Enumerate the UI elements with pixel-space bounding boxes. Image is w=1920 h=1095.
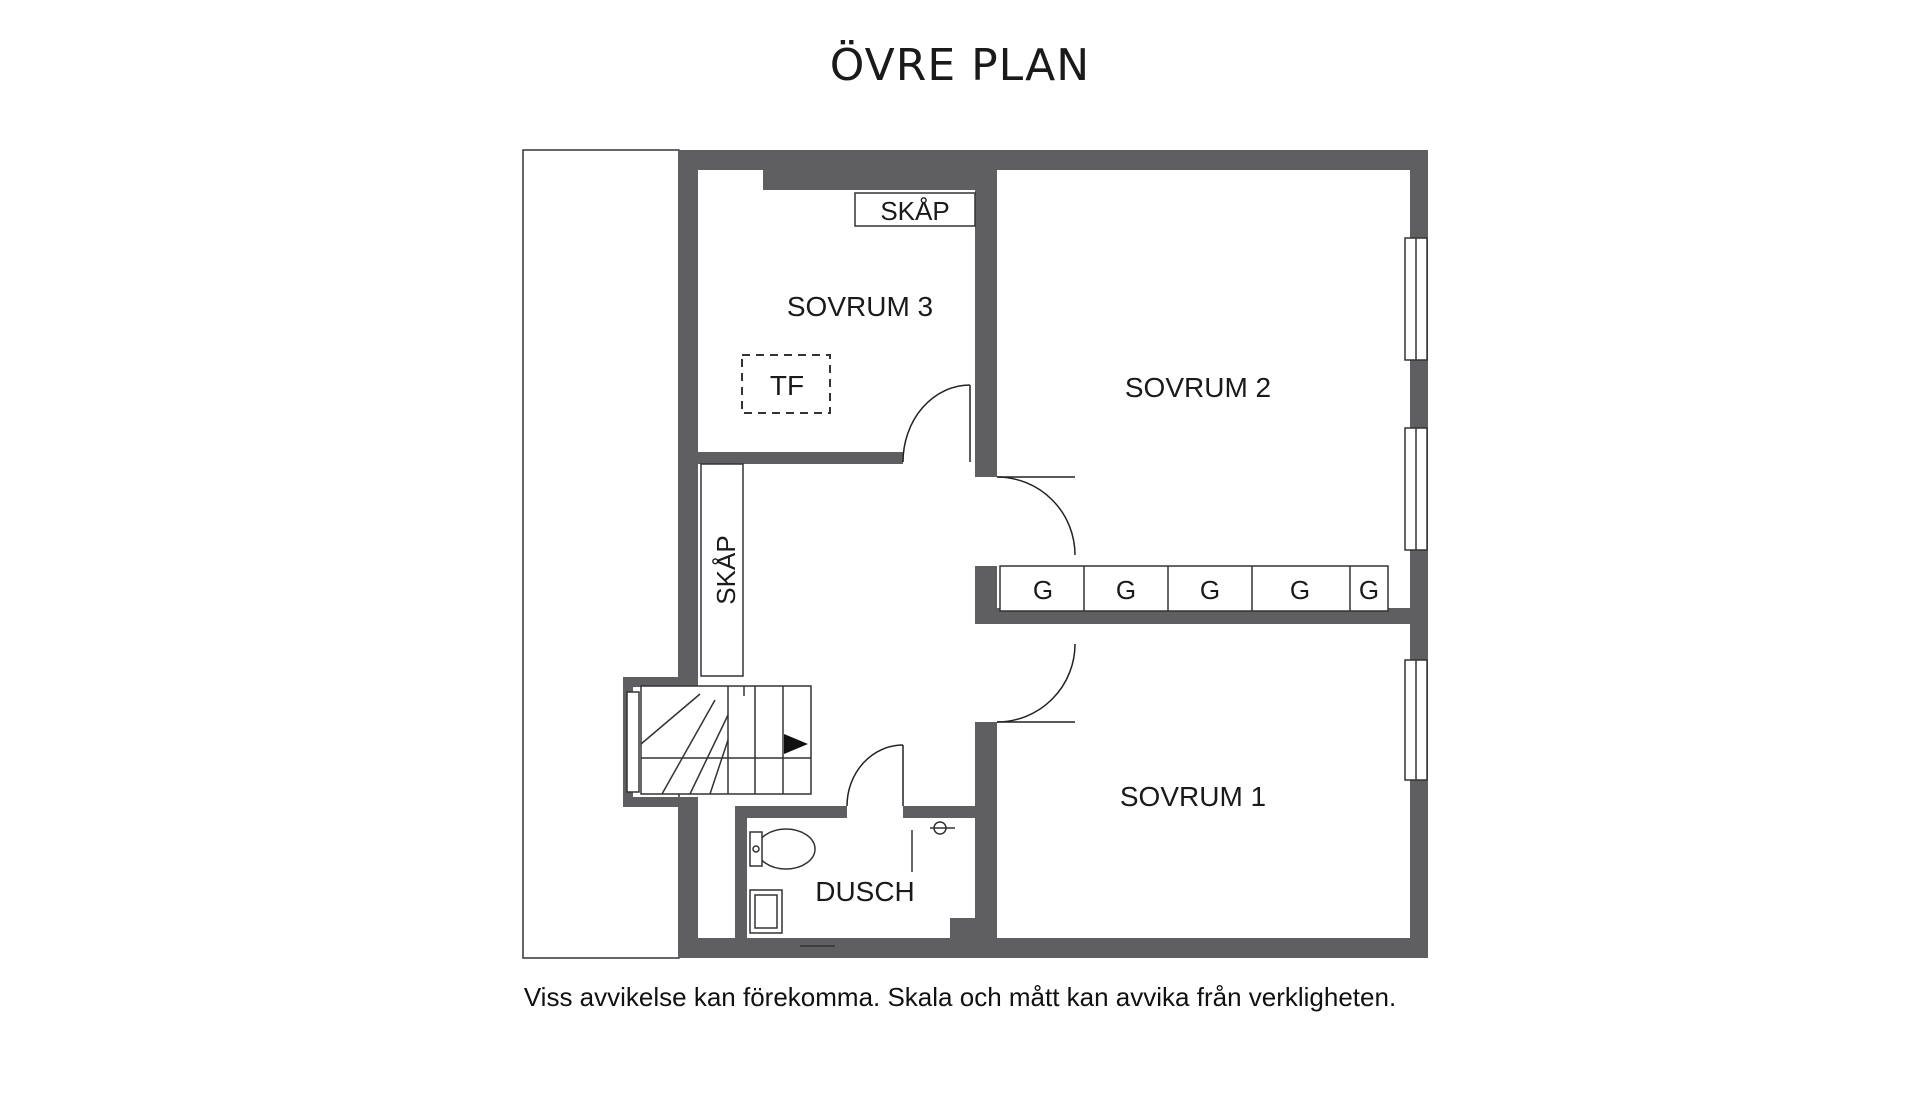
- page-title: ÖVRE PLAN: [829, 40, 1091, 91]
- balcony-outline: [523, 150, 679, 958]
- wardrobe-1: G: [1032, 575, 1054, 605]
- wardrobe-row: [1000, 566, 1388, 611]
- disclaimer-note: Viss avvikelse kan förekomma. Skala och mått kan avvika från verkligheten.: [523, 982, 1397, 1012]
- wardrobe-2: G: [1115, 575, 1137, 605]
- room-label-sovrum-2: SOVRUM 2: [1124, 372, 1272, 403]
- wardrobe-4: G: [1289, 575, 1311, 605]
- attic-hatch-label: TF: [769, 370, 805, 401]
- room-label-sovrum-1: SOVRUM 1: [1119, 781, 1267, 812]
- closet-top-label: SKÅP: [880, 196, 950, 226]
- room-label-dusch: DUSCH: [815, 876, 915, 907]
- wardrobe-5: G: [1358, 575, 1380, 605]
- room-label-sovrum-3: SOVRUM 3: [786, 291, 934, 322]
- wardrobe-3: G: [1199, 575, 1221, 605]
- closet-side-label: SKÅP: [711, 535, 741, 605]
